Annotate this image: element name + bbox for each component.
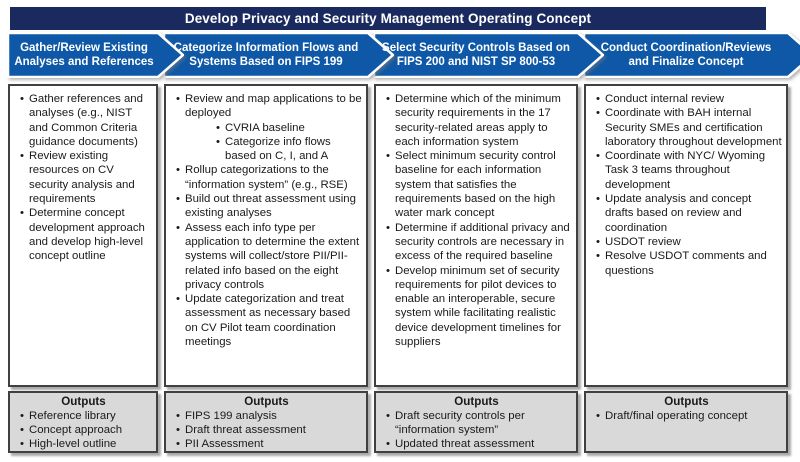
bullet-icon bbox=[591, 92, 605, 106]
bullet-icon bbox=[591, 149, 605, 163]
bullet-icon bbox=[171, 423, 185, 437]
list-item-text: Coordinate with BAH internal Security SMEs and certification laboratory throughout development bbox=[605, 107, 782, 148]
bullet-icon bbox=[15, 409, 29, 423]
stage-arrow-2-shape bbox=[164, 33, 393, 77]
list-item-text: CVRIA baseline bbox=[225, 121, 305, 134]
list-item bbox=[591, 149, 782, 192]
bullet-icon bbox=[15, 149, 29, 163]
list-item-text: Conduct internal review bbox=[605, 93, 725, 105]
bullet-icon bbox=[381, 264, 395, 278]
output-item bbox=[171, 437, 362, 451]
output-item bbox=[171, 409, 362, 423]
bullet-icon bbox=[591, 409, 605, 423]
stage-1-label-line2: Analyses and References bbox=[14, 56, 154, 68]
bullet-icon bbox=[171, 192, 185, 206]
bullet-icon bbox=[15, 437, 29, 451]
list-item bbox=[171, 292, 362, 349]
list-item bbox=[171, 163, 362, 192]
output-item bbox=[381, 437, 572, 451]
bullet-icon bbox=[591, 106, 605, 120]
output-item bbox=[171, 423, 362, 437]
outputs-title: Outputs bbox=[664, 395, 709, 408]
stage-1-detail-box bbox=[8, 84, 158, 387]
bullet-icon bbox=[15, 92, 29, 106]
stage-1-outputs-box bbox=[8, 391, 158, 453]
outputs-list bbox=[15, 409, 152, 452]
bullet-icon bbox=[171, 92, 185, 106]
list-item bbox=[591, 106, 782, 149]
stage-arrow-1 bbox=[7, 32, 184, 78]
list-item bbox=[15, 92, 152, 149]
list-item bbox=[211, 121, 362, 135]
bullet-icon bbox=[381, 149, 395, 163]
stage-2-label-line1: Categorize Information Flows and bbox=[173, 41, 359, 54]
list-item bbox=[171, 192, 362, 221]
output-item bbox=[381, 409, 572, 437]
list-item-text: Select minimum security control baseline for each information system that satisfies the requirements based on the high water mark concept bbox=[395, 150, 556, 220]
bullet-icon bbox=[211, 135, 225, 149]
outputs-list bbox=[381, 409, 572, 452]
list-item-text: Review existing resources on CV security analysis and requirements bbox=[29, 150, 135, 206]
output-item-text: Reference library bbox=[29, 410, 116, 422]
output-item-text: PII Assessment bbox=[185, 438, 264, 451]
list-item bbox=[591, 235, 782, 249]
stage-arrow-2 bbox=[163, 32, 394, 78]
output-item-text: Concept approach bbox=[29, 424, 123, 437]
list-item-text: Rollup categorizations to the “information system” (e.g., RSE) bbox=[185, 164, 348, 191]
list-item-text: Coordinate with NYC/ Wyoming Task 3 teams throughout development bbox=[605, 150, 766, 191]
stage-1-label-line1: Gather/Review Existing bbox=[20, 41, 148, 54]
list-item bbox=[591, 249, 782, 278]
stage-arrow-3 bbox=[373, 32, 604, 78]
stage-3-label-line1: Select Security Controls Based on bbox=[382, 41, 570, 54]
bullet-icon bbox=[381, 221, 395, 235]
bullet-icon bbox=[171, 221, 185, 235]
bullet-icon bbox=[591, 235, 605, 249]
list-item bbox=[381, 221, 572, 264]
output-item-text: Draft threat assessment bbox=[185, 424, 306, 437]
stage-arrow-4-shape bbox=[584, 33, 800, 77]
output-item-text: Updated threat assessment bbox=[395, 438, 535, 451]
stage-4-label-line1: Conduct Coordination/Reviews bbox=[600, 41, 772, 54]
list-item-text: Develop minimum set of security requirements for pilot devices to enable an interoperable, secure system while facilitating realistic device development timelines for suppliers bbox=[395, 264, 561, 349]
list-item bbox=[591, 92, 782, 106]
list-item bbox=[381, 92, 572, 149]
bullet-icon bbox=[381, 92, 395, 106]
stage-4-label-line2: and Finalize Concept bbox=[628, 56, 744, 68]
stage-3-outputs-box bbox=[374, 391, 578, 453]
page-title: Develop Privacy and Security Management Operating Concept bbox=[184, 11, 592, 26]
output-item-text: FIPS 199 analysis bbox=[185, 410, 277, 422]
output-item bbox=[15, 437, 152, 451]
bullet-icon bbox=[591, 249, 605, 263]
bullet-icon bbox=[591, 192, 605, 206]
list-item bbox=[171, 221, 362, 292]
output-item bbox=[591, 409, 782, 423]
list-item-text: Review and map applications to be deployed bbox=[185, 93, 362, 120]
bullet-icon bbox=[171, 409, 185, 423]
outputs-list bbox=[591, 409, 782, 423]
stage-2-outputs-box bbox=[164, 391, 368, 453]
output-item-text: Draft security controls per “information system” bbox=[395, 410, 525, 437]
bullet-icon bbox=[171, 437, 185, 451]
bullet-icon bbox=[15, 206, 29, 220]
bullet-icon bbox=[381, 409, 395, 423]
list-item-text: Determine concept development approach and develop high-level concept outline bbox=[29, 207, 145, 263]
list-item-text: Determine if additional privacy and security controls are necessary in excess of the required baseline bbox=[395, 221, 570, 263]
stage-2-label-line2: Systems Based on FIPS 199 bbox=[189, 56, 343, 68]
bullet-icon bbox=[15, 423, 29, 437]
bullet-icon bbox=[211, 121, 225, 135]
stage-3-label-line2: FIPS 200 and NIST SP 800-53 bbox=[396, 56, 556, 68]
list-item bbox=[381, 149, 572, 220]
stage-4-detail-box bbox=[584, 84, 788, 387]
list-item-text: Resolve USDOT comments and questions bbox=[605, 250, 767, 277]
list-item bbox=[15, 149, 152, 206]
title-bar bbox=[10, 7, 766, 30]
stage-arrow-1-shape bbox=[8, 33, 183, 77]
list-item-text: Build out threat assessment using existing analyses bbox=[185, 193, 356, 220]
outputs-list bbox=[171, 409, 362, 452]
bullet-icon bbox=[381, 437, 395, 451]
output-item bbox=[15, 423, 152, 437]
list-item-text: Gather references and analyses (e.g., NIST and Common Criteria guidance documents) bbox=[29, 93, 143, 148]
bullet-icon bbox=[171, 292, 185, 306]
stage-arrow-3-shape bbox=[374, 33, 603, 77]
bullet-icon bbox=[171, 163, 185, 177]
outputs-title: Outputs bbox=[454, 395, 499, 408]
output-item-text: Draft/final operating concept bbox=[605, 410, 748, 422]
stage-arrow-4 bbox=[583, 32, 800, 78]
list-item bbox=[591, 192, 782, 235]
list-item-text: Categorize info flows based on C, I, and A bbox=[225, 135, 331, 163]
output-item bbox=[15, 409, 152, 423]
list-item bbox=[171, 92, 362, 121]
list-item-text: Assess each info type per application to determine the extent systems will collect/store PII/PII-related info based on the eight privacy controls bbox=[185, 221, 360, 291]
outputs-title: Outputs bbox=[61, 395, 106, 408]
stage-2-detail-box bbox=[164, 84, 368, 387]
list-item bbox=[211, 135, 362, 164]
list-item-text: Determine which of the minimum security requirements in the 17 security-related areas apply to each information system bbox=[395, 93, 561, 148]
stage-3-detail-box bbox=[374, 84, 578, 387]
list-item-text: Update categorization and treat assessment as necessary based on CV Pilot team coordination meetings bbox=[185, 293, 351, 349]
list-item bbox=[15, 206, 152, 263]
list-item-text: USDOT review bbox=[605, 235, 681, 248]
list-item-text: Update analysis and concept drafts based on review and coordination bbox=[605, 193, 752, 234]
list-item bbox=[381, 264, 572, 350]
stage-4-outputs-box bbox=[584, 391, 788, 453]
outputs-title: Outputs bbox=[244, 395, 289, 408]
output-item-text: High-level outline bbox=[29, 438, 117, 451]
